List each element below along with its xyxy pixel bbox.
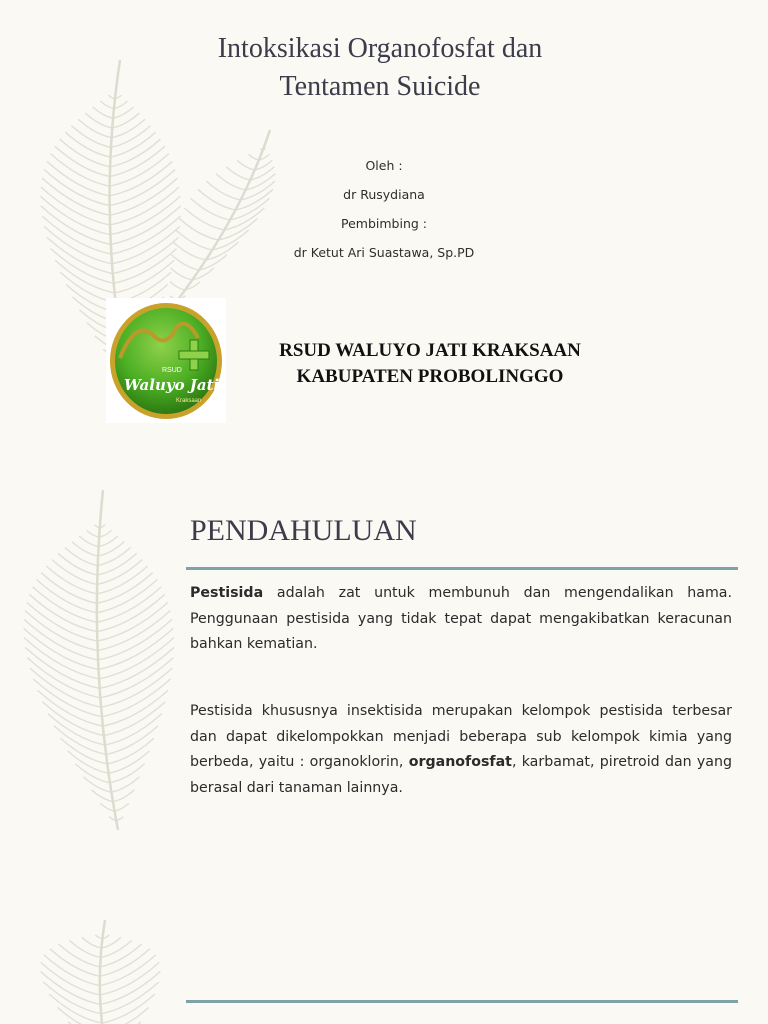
presentation-title [150, 30, 610, 106]
credits-block [234, 156, 534, 272]
logo-place-text: Kraksaan [176, 398, 202, 404]
pembimbing-label: Pembimbing : [341, 216, 427, 231]
paragraph-1 [190, 581, 732, 658]
title-line-1: Intoksikasi Organofosfat dan [217, 33, 543, 64]
feather-decoration-left [8, 480, 198, 840]
slide-introduction [0, 470, 768, 900]
title-line-2: Tentamen Suicide [279, 71, 481, 102]
slide-title [0, 0, 768, 470]
section-heading: PENDAHULUAN [190, 514, 417, 547]
para1-text: adalah zat untuk membunuh dan mengendalikan hama. Penggunaan pestisida yang tidak tepat dapat mengakibatkan keracunan bahkan kematian. [190, 585, 732, 652]
logo-rsud-text: RSUD [162, 367, 182, 374]
hospital-line-2: KABUPATEN PROBOLINGGO [296, 366, 564, 387]
advisor-name: dr Ketut Ari Suastawa, Sp.PD [293, 245, 475, 260]
hospital-name [230, 338, 630, 390]
logo-name-text: Waluyo Jati [124, 376, 220, 394]
para2-bold-term: organofosfat [408, 754, 512, 770]
heading-underline [186, 567, 738, 570]
para2-text-a: Pestisida khususnya insektisida merupakan kelompok pestisida terbesar dan dapat dikelompokkan menjadi beberapa sub kelompok kimia yang berbeda, yaitu : organoklorin, [190, 703, 732, 770]
slide-next-partial [0, 900, 768, 1024]
para2-text-c: , karbamat, piretroid dan yang berasal dari tanaman lainnya. [190, 754, 732, 796]
oleh-label: Oleh : [365, 158, 403, 173]
hospital-line-1: RSUD WALUYO JATI KRAKSAAN [279, 340, 581, 361]
paragraph-2 [190, 699, 732, 801]
feather-decoration-left [20, 910, 200, 1024]
para1-bold-term: Pestisida [190, 585, 264, 601]
hospital-logo [106, 298, 226, 423]
heading-underline [186, 1000, 738, 1003]
author-name: dr Rusydiana [343, 187, 425, 202]
